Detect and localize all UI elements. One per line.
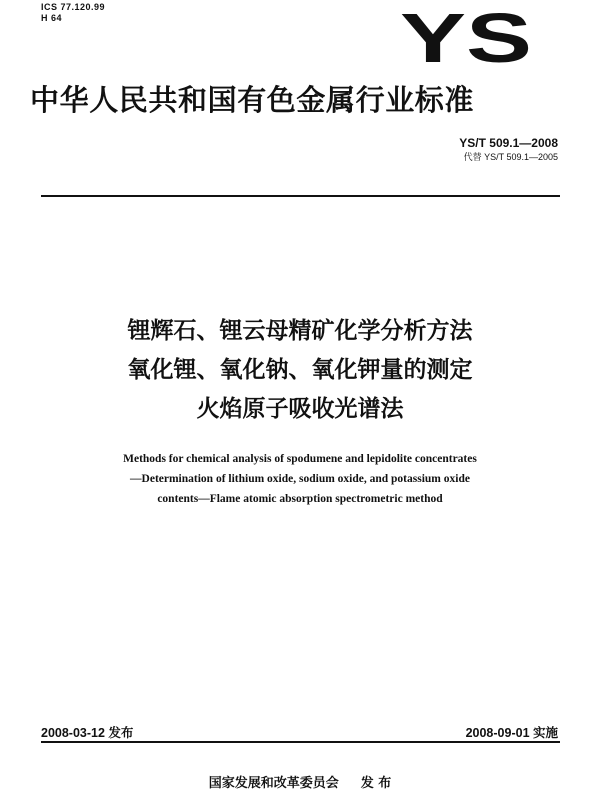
publisher-name: 国家发展和改革委员会 <box>208 776 339 791</box>
ys-logo <box>396 2 536 68</box>
standard-code-block <box>459 136 558 163</box>
ics-code: ICS 77.120.99 <box>41 2 106 12</box>
publisher-action: 发 布 <box>360 776 392 791</box>
publisher <box>0 772 600 791</box>
industry-standard-title: 中华人民共和国有色金属行业标准 <box>30 83 475 117</box>
standard-number: YS/T 509.1—2008 <box>459 136 558 150</box>
implementation-date: 2008-09-01 实施 <box>465 726 558 740</box>
chinese-title-line: 氧化锂、氧化钠、氧化钾量的测定 <box>127 357 473 383</box>
logo-text: YS <box>400 2 532 68</box>
chinese-title <box>40 312 560 429</box>
english-title-line: contents—Flame atomic absorption spectrometric method <box>157 493 443 505</box>
category-code: H 64 <box>41 13 63 23</box>
classification-codes <box>41 2 105 24</box>
chinese-title-line: 锂辉石、锂云母精矿化学分析方法 <box>127 318 473 344</box>
chinese-title-line: 火焰原子吸收光谱法 <box>196 396 404 422</box>
issue-date: 2008-03-12 发布 <box>41 726 134 740</box>
header-divider <box>41 195 560 197</box>
english-title <box>40 449 560 509</box>
english-title-line: —Determination of lithium oxide, sodium oxide, and potassium oxide <box>130 473 470 485</box>
footer-divider <box>41 741 560 743</box>
replaces-standard: 代替 YS/T 509.1—2005 <box>463 152 558 162</box>
english-title-line: Methods for chemical analysis of spodumene and lepidolite concentrates <box>123 453 477 465</box>
